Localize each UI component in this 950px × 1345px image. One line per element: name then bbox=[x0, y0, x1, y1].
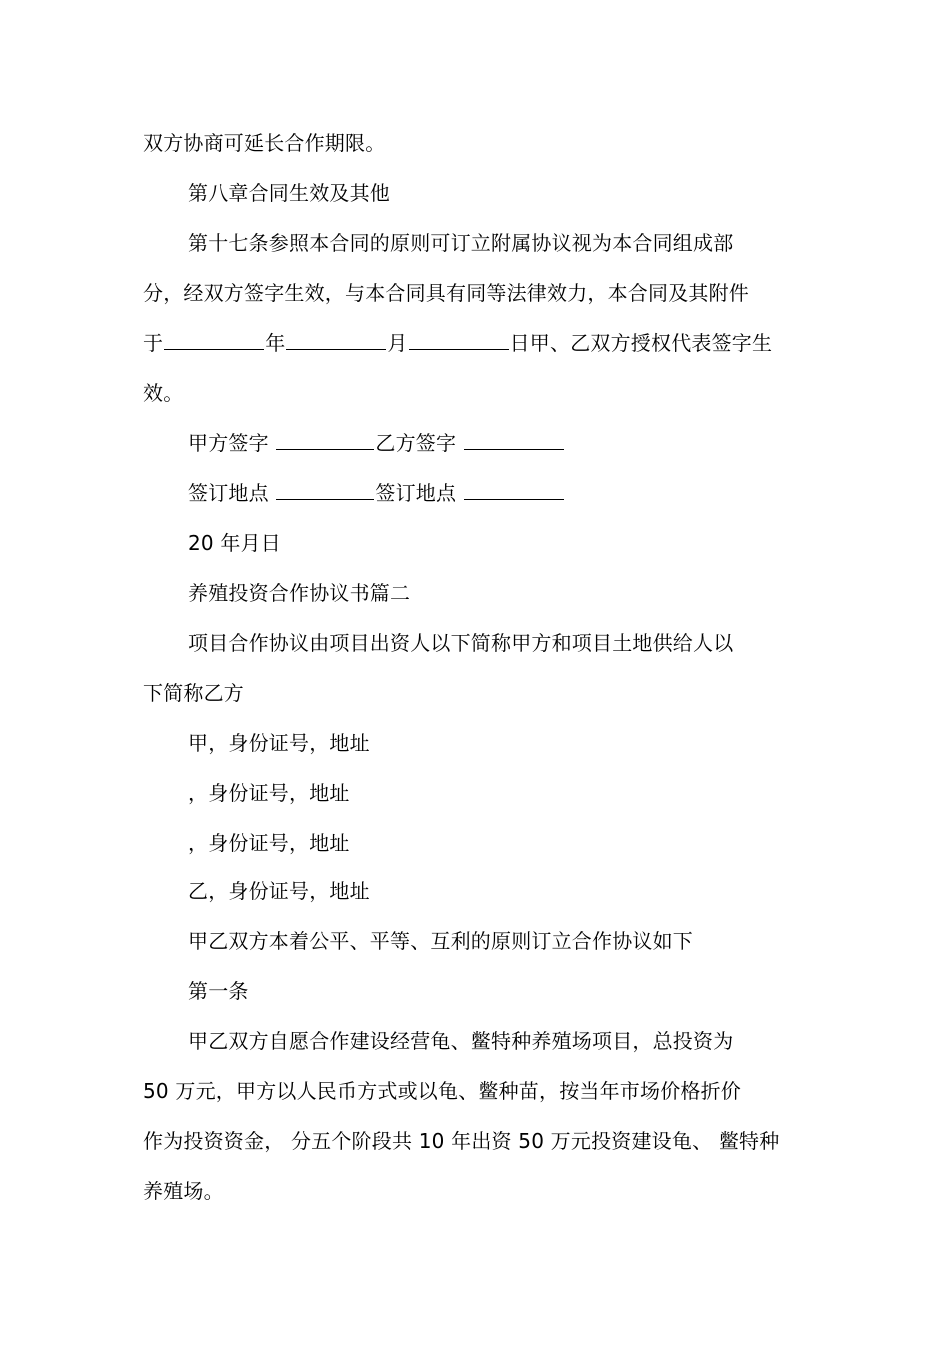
text-line: 下简称乙方 bbox=[143, 681, 244, 705]
text-line: 50 万元，甲方以人民币方式或以龟、鳖种苗，按当年市场价格折价 bbox=[143, 1079, 742, 1103]
date-placeholder: 20 年月日 bbox=[188, 531, 282, 555]
section-heading: 养殖投资合作协议书篇二 bbox=[188, 581, 411, 605]
party-a-signature-blank bbox=[276, 431, 374, 450]
text-line: 项目合作协议由项目出资人以下简称甲方和项目土地供给人以 bbox=[188, 631, 734, 655]
date-line bbox=[143, 331, 772, 355]
place-a-label: 签订地点 bbox=[188, 481, 269, 505]
year-blank bbox=[164, 331, 264, 350]
month-label: 月 bbox=[387, 331, 408, 355]
place-a-blank bbox=[276, 481, 374, 500]
text-line: 效。 bbox=[143, 381, 184, 405]
text-line: 甲乙双方本着公平、平等、互利的原则订立合作协议如下 bbox=[188, 929, 693, 953]
party-b-signature-blank bbox=[464, 431, 564, 450]
text-line: 甲乙双方自愿合作建设经营龟、鳖特种养殖场项目，总投资为 bbox=[188, 1029, 734, 1053]
article-heading: 第一条 bbox=[188, 979, 249, 1003]
text-line: 养殖场。 bbox=[143, 1179, 224, 1203]
day-blank bbox=[409, 331, 509, 350]
date-prefix: 于 bbox=[143, 331, 164, 355]
party-line: ，身份证号，地址 bbox=[188, 831, 350, 855]
party-b-signature-label: 乙方签字 bbox=[375, 431, 457, 455]
party-line: 甲，身份证号，地址 bbox=[188, 731, 370, 755]
month-blank bbox=[286, 331, 386, 350]
chapter-heading: 第八章合同生效及其他 bbox=[188, 181, 390, 205]
party-line: ，身份证号，地址 bbox=[188, 781, 350, 805]
text-line: 第十七条参照本合同的原则可订立附属协议视为本合同组成部 bbox=[188, 231, 734, 255]
place-line bbox=[188, 481, 565, 505]
place-b-label: 签订地点 bbox=[375, 481, 457, 505]
text-line: 作为投资资金， 分五个阶段共 10 年出资 50 万元投资建设龟、 鳖特种 bbox=[143, 1129, 780, 1153]
text-line: 分，经双方签字生效，与本合同具有同等法律效力，本合同及其附件 bbox=[143, 281, 749, 305]
party-line: 乙，身份证号，地址 bbox=[188, 879, 370, 903]
signature-line bbox=[188, 431, 565, 455]
date-suffix: 日甲、乙双方授权代表签字生 bbox=[509, 331, 773, 355]
year-label: 年 bbox=[265, 331, 286, 355]
party-a-signature-label: 甲方签字 bbox=[188, 431, 269, 455]
place-b-blank bbox=[464, 481, 564, 500]
text-line: 双方协商可延长合作期限。 bbox=[143, 131, 386, 155]
